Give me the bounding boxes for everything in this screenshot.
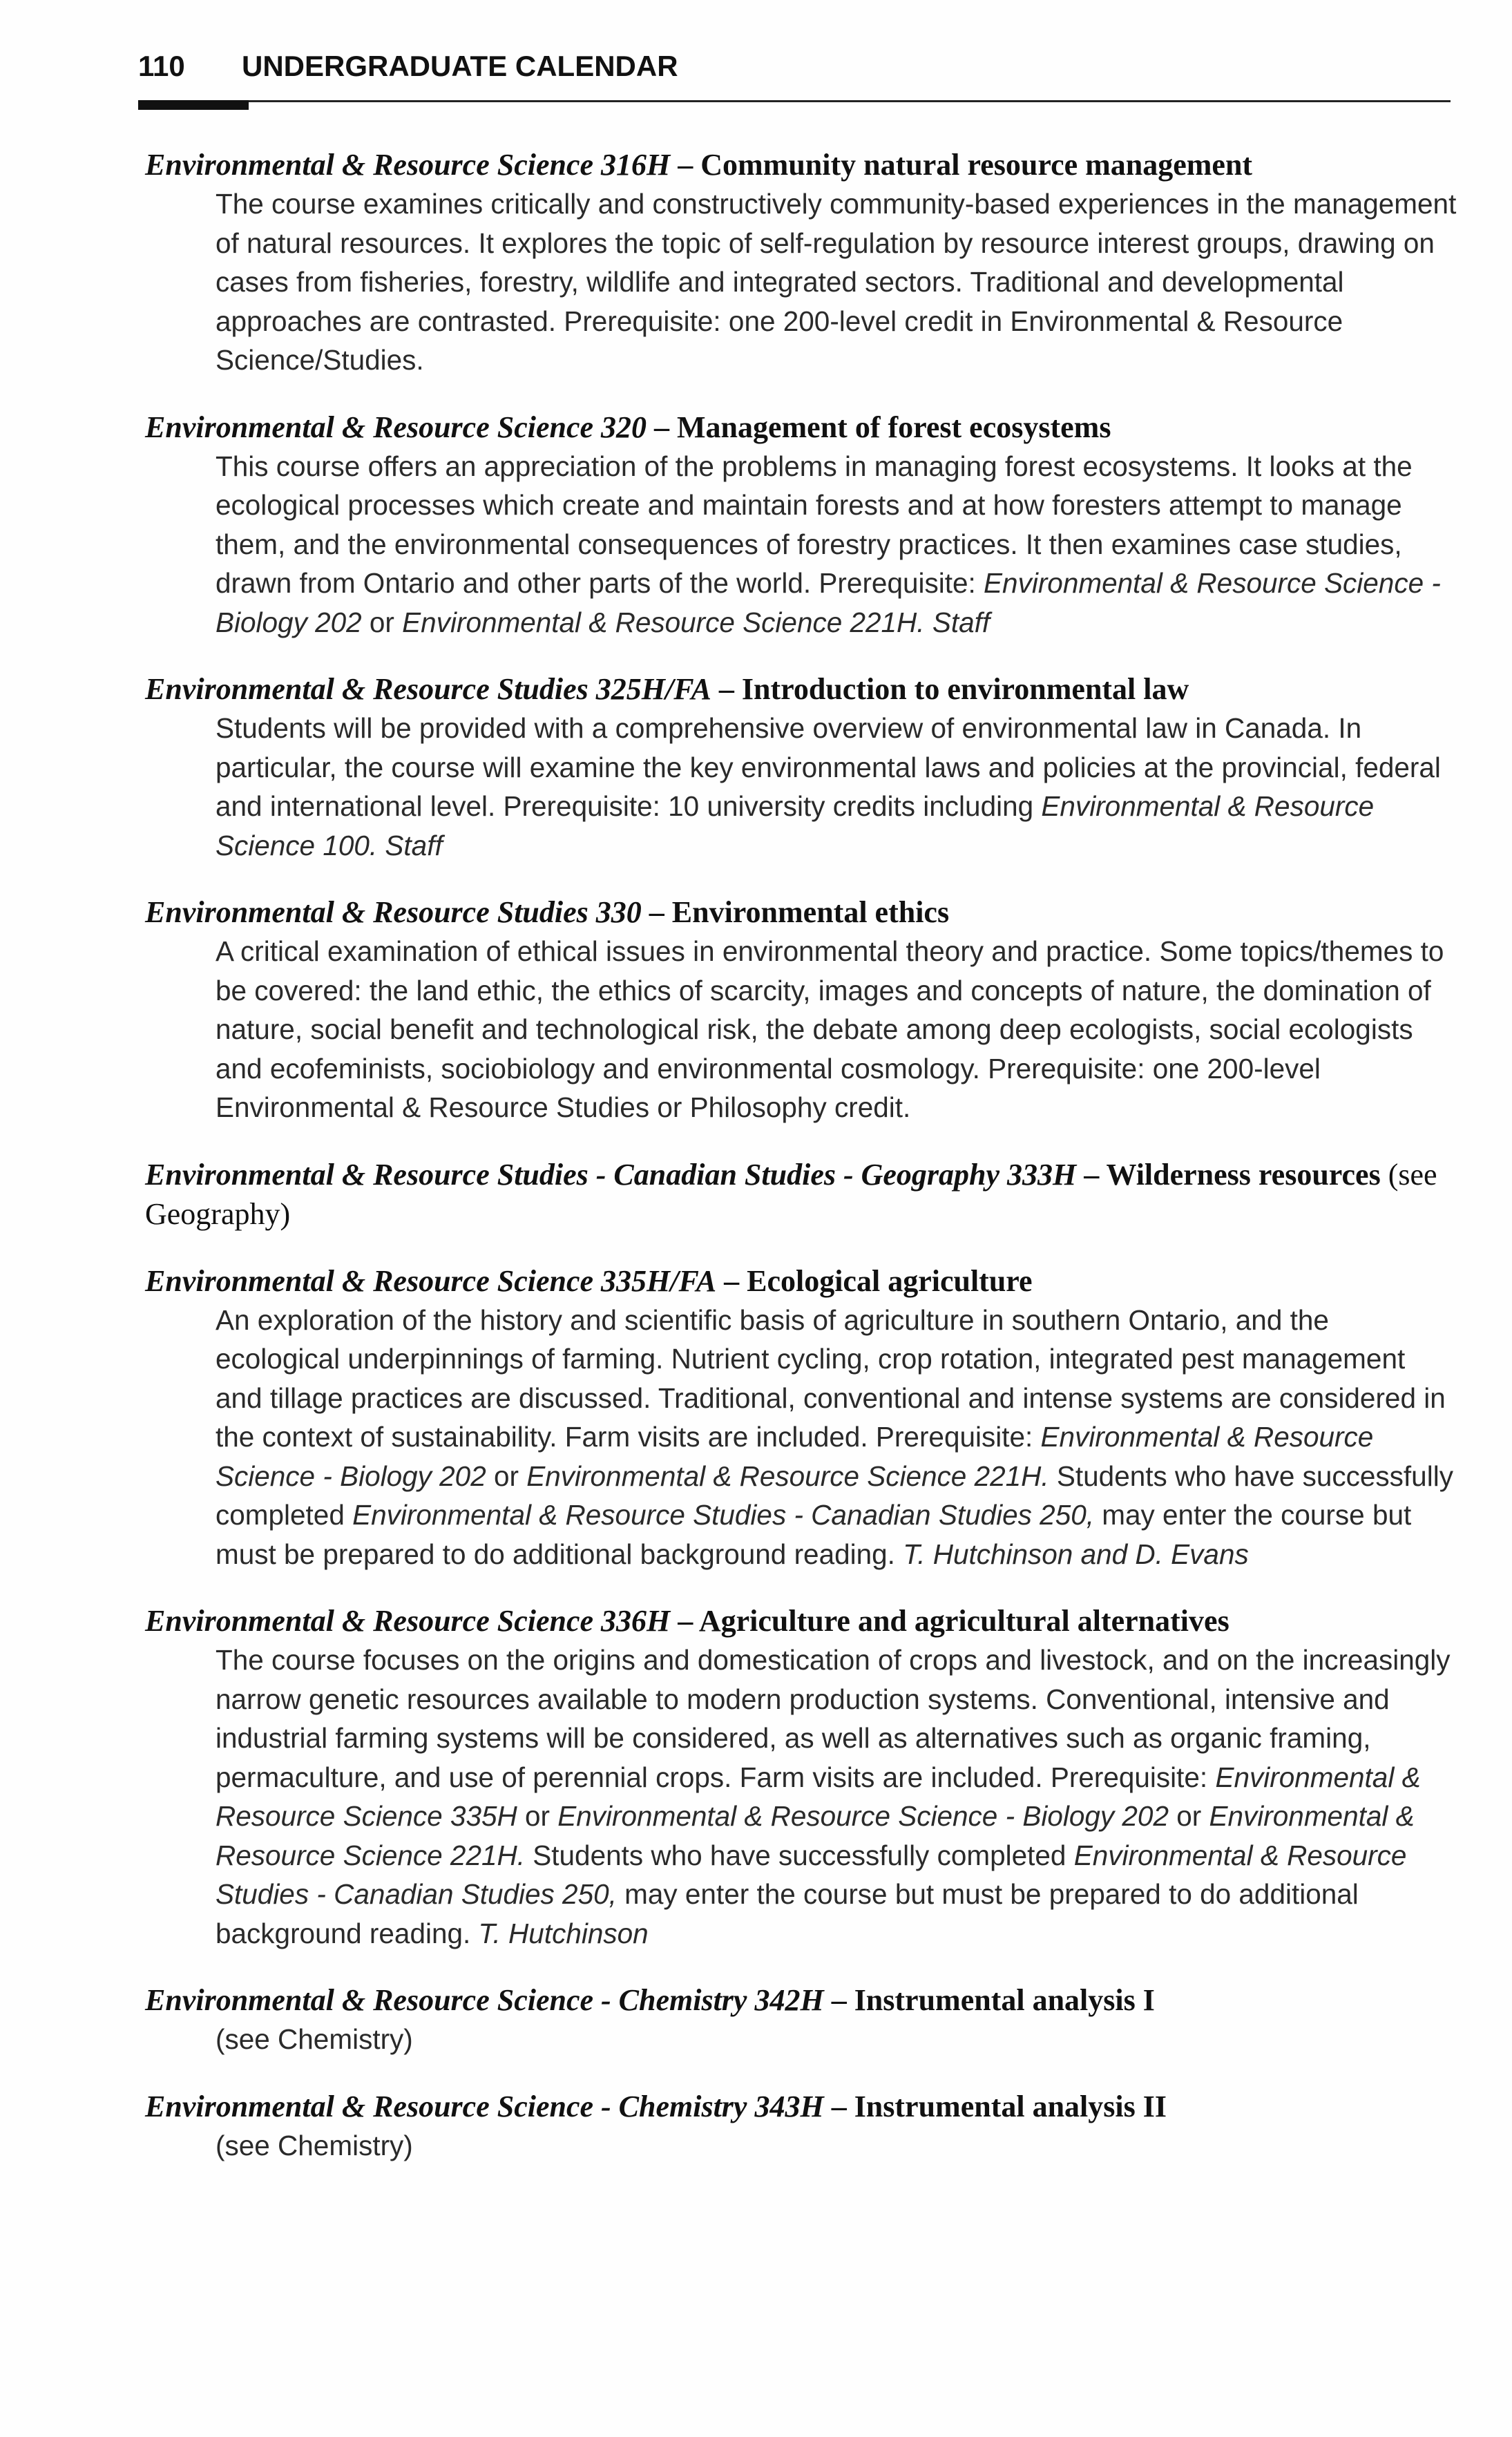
- course-description: [216, 709, 1457, 865]
- course-code: Environmental & Resource Studies 330: [145, 895, 642, 929]
- course-heading: Environmental & Resource Studies 330 – Environmental ethics: [145, 895, 950, 929]
- prerequisite: Environmental & Resource Science - Biology 202: [216, 567, 1441, 638]
- course-entry: [145, 1980, 1457, 2059]
- description-text: An exploration of the history and scientific basis of agriculture in southern Ontario, and the ecological underpinnings of farming. Nutrient cycling, crop rotation, integrated pest management and tillage practices are discussed. Traditional, conventional and intense systems are considered in the context of sustainability. Farm visits are included. Prerequisite:: [216, 1303, 1446, 1453]
- cross-reference: (see Chemistry): [216, 2023, 413, 2055]
- prerequisite: Environmental & Resource Studies - Canadian Studies 250,: [352, 1499, 1094, 1531]
- course-description: [216, 1301, 1457, 1574]
- course-title: Wilderness resources: [1106, 1157, 1381, 1192]
- page-header: [138, 50, 1451, 83]
- course-entry: [145, 669, 1457, 865]
- course-code: Environmental & Resource Science 320: [145, 410, 647, 444]
- header-rule: [138, 100, 1451, 102]
- instructor: T. Hutchinson and D. Evans: [903, 1538, 1249, 1570]
- course-code: Environmental & Resource Science 336H: [145, 1604, 671, 1638]
- course-list: [145, 145, 1457, 2192]
- header-rule-block: [138, 100, 249, 110]
- course-heading: Environmental & Resource Science 335H/FA – Ecological agriculture: [145, 1263, 1033, 1298]
- course-entry: [145, 2087, 1457, 2166]
- course-description: [216, 184, 1457, 380]
- prerequisite: Environmental & Resource Studies - Canadian Studies 250,: [216, 1839, 1407, 1910]
- prerequisite: Environmental & Resource Science 221H.: [216, 1800, 1415, 1871]
- instructor: T. Hutchinson: [478, 1917, 649, 1949]
- course-description: [216, 932, 1457, 1127]
- course-entry: [145, 892, 1457, 1127]
- cross-reference: (see Chemistry): [216, 2129, 413, 2161]
- course-entry: [145, 1601, 1457, 1953]
- course-code: Environmental & Resource Studies 325H/FA: [145, 672, 711, 706]
- prerequisite: Environmental & Resource Science 335H: [216, 1761, 1421, 1832]
- description-text: may enter the course but must be prepared to do additional background reading.: [216, 1878, 1359, 1949]
- prerequisite: Environmental & Resource Science 100. Staff: [216, 790, 1375, 861]
- course-description: [216, 2126, 1457, 2166]
- description-text: Students who have successfully completed: [216, 1460, 1453, 1531]
- course-heading: Environmental & Resource Science 336H – Agriculture and agricultural alternatives: [145, 1604, 1229, 1638]
- course-code: Environmental & Resource Science 316H: [145, 148, 671, 182]
- course-entry: [145, 408, 1457, 642]
- connector: or: [517, 1800, 558, 1832]
- course-code: Environmental & Resource Science 335H/FA: [145, 1263, 717, 1298]
- prerequisite: Environmental & Resource Science 221H. Staff: [402, 606, 991, 638]
- course-heading: Environmental & Resource Science - Chemistry 342H – Instrumental analysis I: [145, 1983, 1155, 2017]
- course-description: [216, 1641, 1457, 1953]
- course-entry: [145, 1155, 1457, 1234]
- course-title: Instrumental analysis I: [854, 1983, 1155, 2017]
- course-code: Environmental & Resource Science - Chemistry 343H: [145, 2089, 824, 2123]
- connector: or: [361, 606, 403, 638]
- prerequisite: Environmental & Resource Science - Biology 202: [557, 1800, 1169, 1832]
- description-text: A critical examination of ethical issues in environmental theory and practice. Some topics/themes to be covered: the land ethic, the ethics of scarcity, images and concepts of nature, the domination of nature, social benefit and technological risk, the debate among deep ecologists, social ecologists and ecofeminists, sociobiology and environmental cosmology. Prerequisite: one 200-level Environmental & Resource Studies or Philosophy credit.: [216, 935, 1444, 1123]
- prerequisite: Environmental & Resource Science 221H.: [526, 1460, 1049, 1492]
- course-title: Community natural resource management: [700, 148, 1253, 182]
- course-title: Agriculture and agricultural alternatives: [698, 1604, 1229, 1638]
- course-title: Introduction to environmental law: [741, 672, 1189, 706]
- connector: or: [1168, 1800, 1209, 1832]
- cross-reference: (see Geography): [145, 1157, 1437, 1231]
- course-title: Management of forest ecosystems: [677, 410, 1111, 444]
- course-heading: Environmental & Resource Science 316H – Community natural resource management: [145, 148, 1253, 182]
- course-heading: Environmental & Resource Studies 325H/FA – Introduction to environmental law: [145, 672, 1189, 706]
- description-text: This course offers an appreciation of the problems in managing forest ecosystems. It looks at the ecological processes which create and maintain forests and at how foresters attempt to manage them, and the environmental consequences of forestry practices. It then examines case studies, drawn from Ontario and other parts of the world. Prerequisite:: [216, 450, 1413, 599]
- course-heading: Environmental & Resource Science 320 – Management of forest ecosystems: [145, 410, 1111, 444]
- connector: or: [486, 1460, 527, 1492]
- course-entry: [145, 1261, 1457, 1574]
- course-code: Environmental & Resource Science - Chemistry 342H: [145, 1983, 824, 2017]
- course-description: [216, 2020, 1457, 2059]
- course-title: Environmental ethics: [671, 895, 950, 929]
- course-entry: [145, 145, 1457, 380]
- prerequisite: Environmental & Resource Science - Biology 202: [216, 1421, 1374, 1492]
- description-text: Students will be provided with a comprehensive overview of environmental law in Canada. In particular, the course will examine the key environmental laws and policies at the provincial, federal and international level. Prerequisite: 10 university credits including: [216, 712, 1441, 822]
- course-title: Instrumental analysis II: [854, 2089, 1167, 2123]
- course-code: Environmental & Resource Studies - Canadian Studies - Geography 333H: [145, 1157, 1077, 1192]
- running-title: UNDERGRADUATE CALENDAR: [242, 50, 678, 82]
- page-number: 110: [138, 50, 185, 82]
- description-text: may enter the course but must be prepared to do additional background reading.: [216, 1499, 1412, 1570]
- course-title: Ecological agriculture: [747, 1263, 1033, 1298]
- course-heading: Environmental & Resource Science - Chemistry 343H – Instrumental analysis II: [145, 2089, 1167, 2123]
- course-description: [216, 447, 1457, 642]
- course-heading: Environmental & Resource Studies - Canadian Studies - Geography 333H – Wilderness resources (see Geography): [145, 1157, 1437, 1231]
- description-text: The course focuses on the origins and domestication of crops and livestock, and on the increasingly narrow genetic resources available to modern production systems. Conventional, intensive and industrial farming systems will be considered, as well as alternatives such as organic framing, permaculture, and use of perennial crops. Farm visits are included. Prerequisite:: [216, 1644, 1451, 1793]
- description-text: The course examines critically and constructively community-based experiences in the management of natural resources. It explores the topic of self-regulation by resource interest groups, drawing on cases from fisheries, forestry, wildlife and integrated sectors. Traditional and developmental approaches are contrasted. Prerequisite: one 200-level credit in Environmental & Resource Science/Studies.: [216, 188, 1457, 376]
- description-text: Students who have successfully completed: [525, 1839, 1074, 1871]
